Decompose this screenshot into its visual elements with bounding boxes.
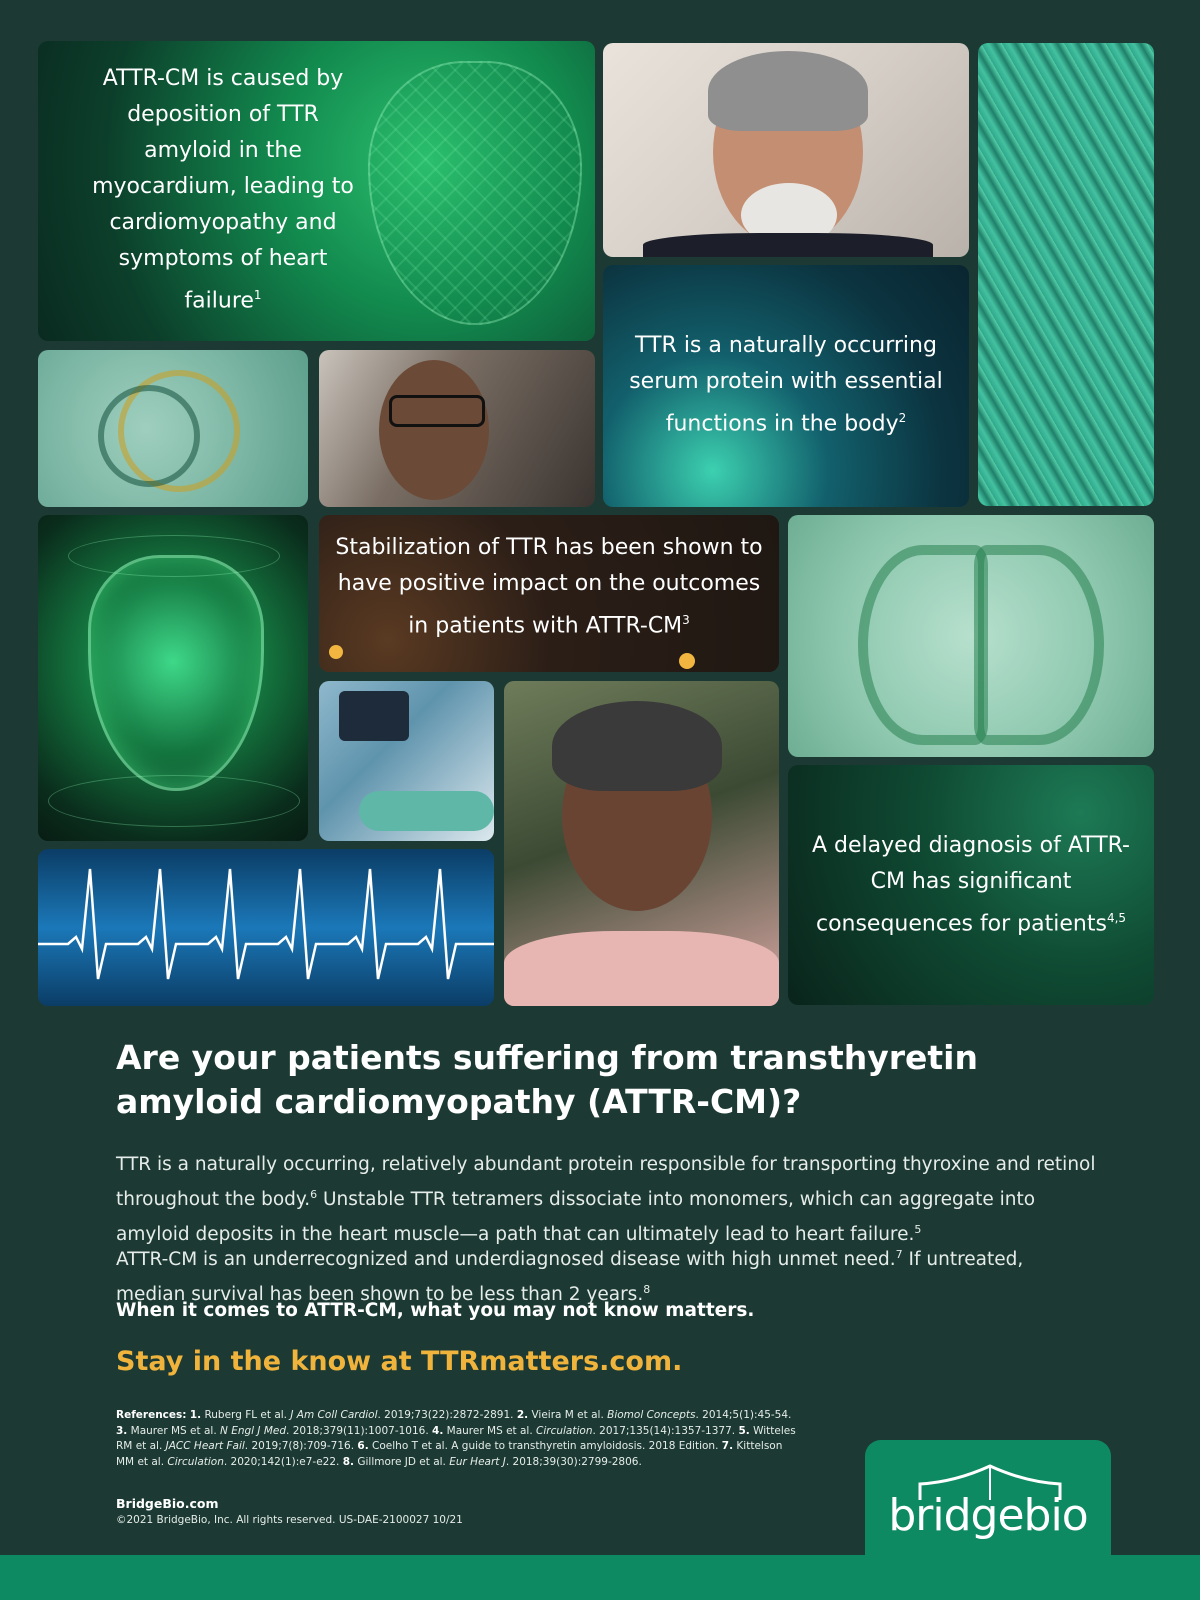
image-glowing-heart	[38, 515, 308, 841]
footer-copyright: ©2021 BridgeBio, Inc. All rights reserved. US-DAE-2100027 10/21	[116, 1514, 463, 1526]
reference-item: 7. Kittelson MM et al. Circulation. 2020;142(1):e7-e22.	[116, 1440, 783, 1468]
page-headline: Are your patients suffering from transthyretin amyloid cardiomyopathy (ATTR-CM)?	[116, 1038, 978, 1121]
reference-item: 4. Maurer MS et al. Circulation. 2017;135(14):1357-1377.	[432, 1424, 736, 1437]
reference-item: 1. Ruberg FL et al. J Am Coll Cardiol. 2019;73(22):2872-2891.	[189, 1409, 514, 1421]
caption-ttr-serum: TTR is a naturally occurring serum protein with essential functions in the body$^2$	[629, 332, 943, 437]
body-paragraph-1: TTR is a naturally occurring, relatively abundant protein responsible for transporting thyroxine and retinol throughout the body.$^6$ Unstable TTR tetramers dissociate into monomers, which can aggregate into amyloid deposits in the heart muscle—a path that can ultimately lead to heart failure.$^5$	[116, 1154, 1096, 1246]
key-message: When it comes to ATTR-CM, what you may not know matters.	[116, 1300, 755, 1321]
tile-attr-cm-caused	[38, 41, 595, 341]
wireframe-heart-image	[368, 61, 582, 325]
reference-item: 5. Witteles RM et al. JACC Heart Fail. 2019;7(8):709-716.	[116, 1424, 796, 1452]
body-paragraph-2: ATTR-CM is an underrecognized and underdiagnosed disease with high unmet need.$^7$ If untreated, median survival has been shown to be less than 2 years.$^8$	[116, 1248, 1024, 1306]
tile-delayed-diagnosis	[788, 765, 1154, 1005]
bridgebio-logo	[865, 1440, 1111, 1565]
photo-man-with-glasses	[319, 350, 595, 507]
logo-wordmark: bridgebio	[888, 1490, 1088, 1541]
cta-website-link[interactable]: Stay in the know at TTRmatters.com.	[116, 1346, 683, 1377]
photo-tissue-microscopy	[978, 43, 1154, 506]
image-ttr-protein-structure	[38, 350, 308, 507]
reference-item: 6. Coelho T et al. A guide to transthyretin amyloidosis. 2018 Edition.	[357, 1440, 719, 1452]
photo-echocardiogram-procedure	[319, 681, 494, 841]
photo-older-woman-smiling	[504, 681, 779, 1006]
heart-hologram-image	[88, 555, 264, 791]
tile-ttr-serum-protein	[603, 265, 969, 507]
reference-item: 2. Vieira M et al. Biomol Concepts. 2014;5(1):45-54.	[516, 1409, 792, 1421]
tile-stabilization	[319, 515, 779, 672]
caption-caused-by: ATTR-CM is caused by deposition of TTR amyloid in the myocardium, leading to cardiomyopathy and symptoms of heart failure$^1$	[92, 65, 354, 314]
references-list: References: 1. Ruberg FL et al. J Am Coll Cardiol. 2019;73(22):2872-2891. 2. Vieira M et al. Biomol Concepts. 2014;5(1):45-54. 3. Maurer MS et al. N Engl J Med. 2018;379(11):1007-1016. 4. Maurer MS et al. Circulation. 2017;135(14):1357-1377. 5. Witteles RM et al. JACC Heart Fail. 2019;7(8):709-716. 6. Coelho T et al. A guide to transthyretin amyloidosis. 2018 Edition. 7. Kittelson MM et al. Circulation. 2020;142(1):e7-e22. 8. Gillmore JD et al. Eur Heart J. 2018;39(30):2799-2806.	[116, 1409, 796, 1468]
caption-stabilization: Stabilization of TTR has been shown to have positive impact on the outcomes in patients with ATTR-$CM^3$	[335, 534, 763, 639]
image-ecg-heartbeat	[38, 849, 494, 1006]
reference-item: 8. Gillmore JD et al. Eur Heart J. 2018;39(30):2799-2806.	[342, 1455, 642, 1468]
photo-older-man-smiling	[603, 43, 969, 257]
reference-item: 3. Maurer MS et al. N Engl J Med. 2018;379(11):1007-1016.	[116, 1424, 429, 1437]
caption-delayed-diagnosis: A delayed diagnosis of ATTR-CM has significant consequences for patients$^{4,5}$	[812, 832, 1130, 937]
ecg-line-icon	[38, 849, 494, 1006]
footer-site-link[interactable]: BridgeBio.com	[116, 1496, 219, 1511]
image-ttr-tetramer-structure	[788, 515, 1154, 757]
